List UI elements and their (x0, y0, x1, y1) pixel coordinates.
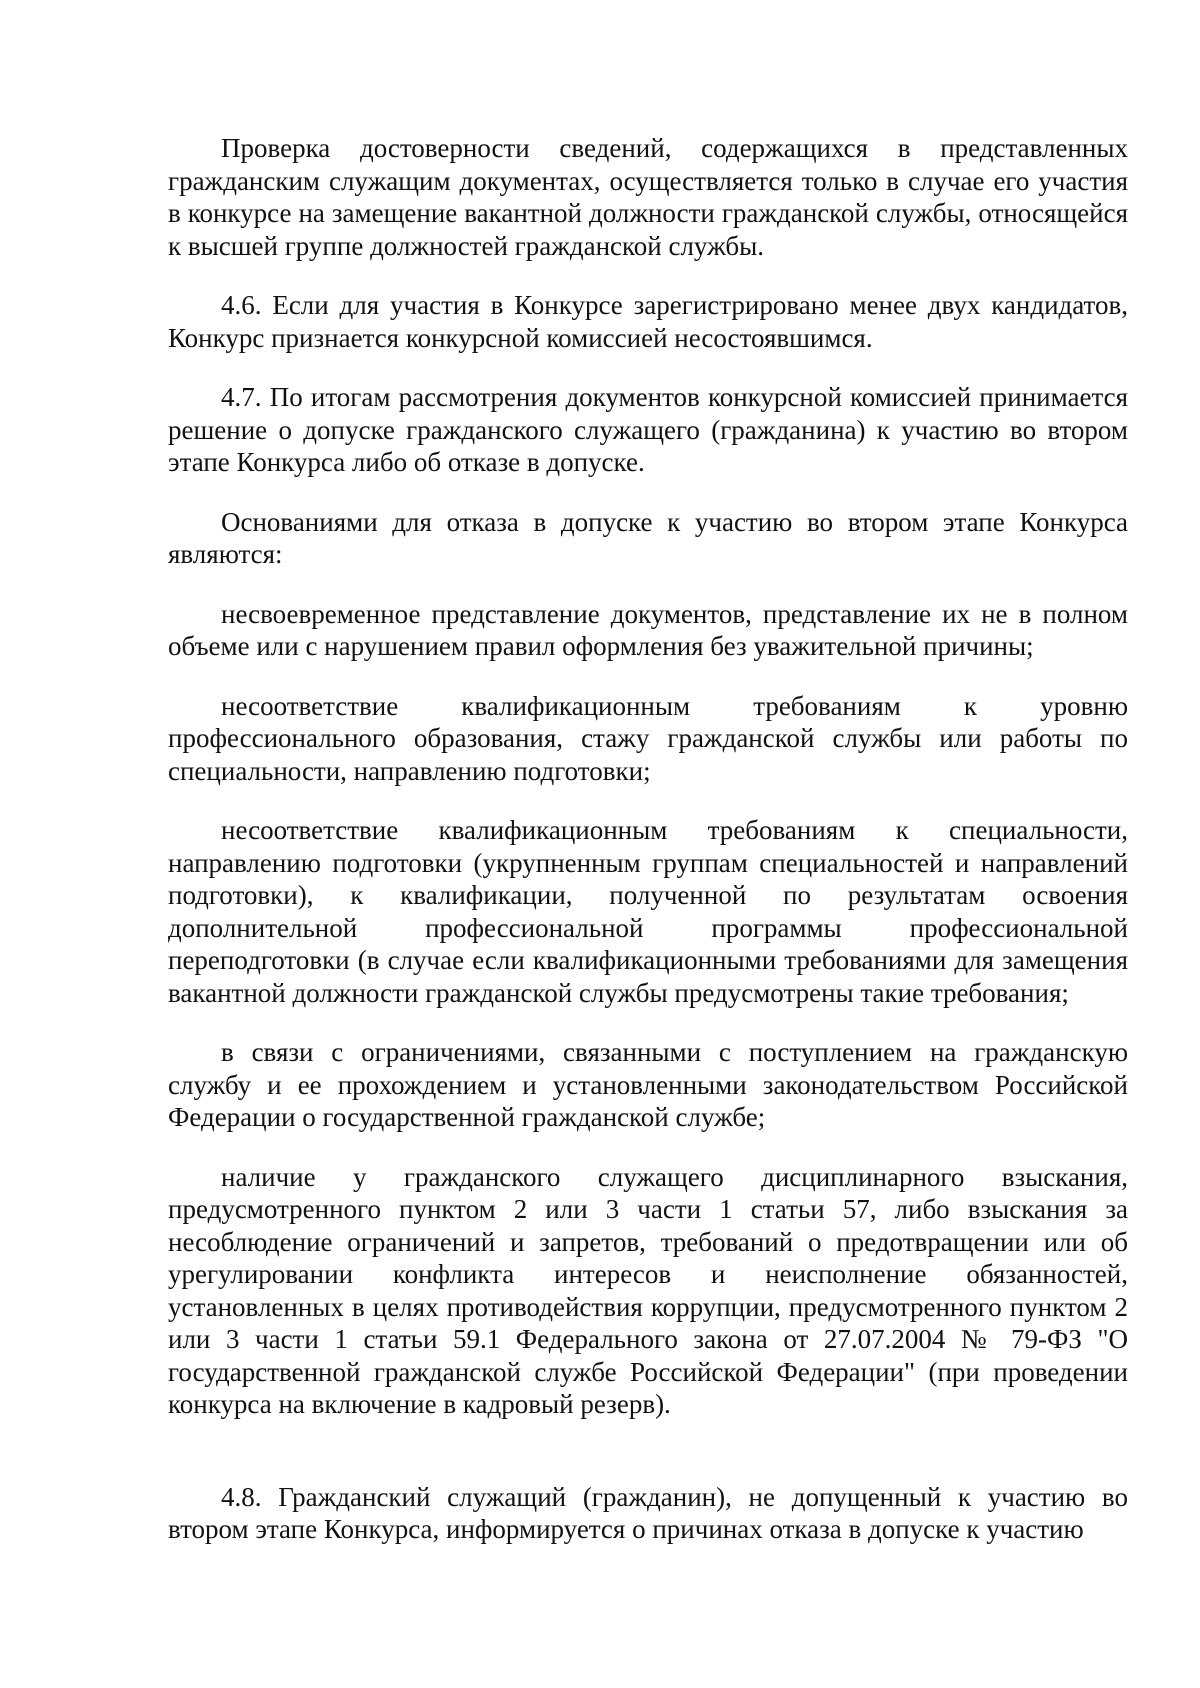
paragraph-ground-late-documents: несвоевременное представление документов, представление их не в полном объеме или с нарушением правил оформления без уважительной причины; (168, 598, 1128, 661)
paragraph-ground-restrictions: в связи с ограничениями, связанными с поступлением на гражданскую службу и ее прохождением и установленными законодательством Российской Федерации о государственной гражданской службе; (168, 1037, 1128, 1132)
paragraph-verification: Проверка достоверности сведений, содержащихся в представленных гражданским служащим документах, осуществляется только в случае его участия в конкурсе на замещение вакантной должности гражданской службы, относящейся к высшей группе должностей гражданской службы. (168, 133, 1128, 261)
paragraph-4-7: 4.7. По итогам рассмотрения документов конкурсной комиссией принимается решение о допуске гражданского служащего (гражданина) к участию во втором этапе Конкурса либо об отказе в допуске. (168, 382, 1128, 477)
document-body (168, 132, 1128, 1546)
paragraph-4-6: 4.6. Если для участия в Конкурсе зарегистрировано менее двух кандидатов, Конкурс признается конкурсной комиссией несостоявшимся. (168, 290, 1128, 353)
paragraph-4-8: 4.8. Гражданский служащий (гражданин), не допущенный к участию во втором этапе Конкурса, информируется о причинах отказа в допуске к участию (168, 1481, 1128, 1544)
paragraph-ground-education-mismatch: несоответствие квалификационным требованиям к уровню профессионального образования, стажу гражданской службы или работы по специальности, направлению подготовки; (168, 690, 1128, 786)
paragraph-grounds-intro: Основаниями для отказа в допуске к участию во втором этапе Конкурса являются: (168, 506, 1128, 569)
paragraph-ground-specialty-mismatch: несоответствие квалификационным требованиям к специальности, направлению подготовки (укрупненным группам специальностей и направлений подготовки), к квалификации, полученной по результатам освоения дополнительной профессиональной программы профессиональной переподготовки (в случае если квалификационными требованиями для замещения вакантной должности гражданской службы предусмотрены такие требования; (168, 815, 1128, 1008)
paragraph-ground-disciplinary: наличие у гражданского служащего дисциплинарного взыскания, предусмотренного пунктом 2 или 3 части 1 статьи 57, либо взыскания за несоблюдение ограничений и запретов, требований о предотвращении или об урегулировании конфликта интересов и неисполнение обязанностей, установленных в целях противодействия коррупции, предусмотренного пунктом 2 или 3 части 1 статьи 59.1 Федерального закона от 27.07.2004 № 79-ФЗ "О государственной гражданской службе Российской Федерации" (при проведении конкурса на включение в кадровый резерв). (168, 1161, 1128, 1419)
